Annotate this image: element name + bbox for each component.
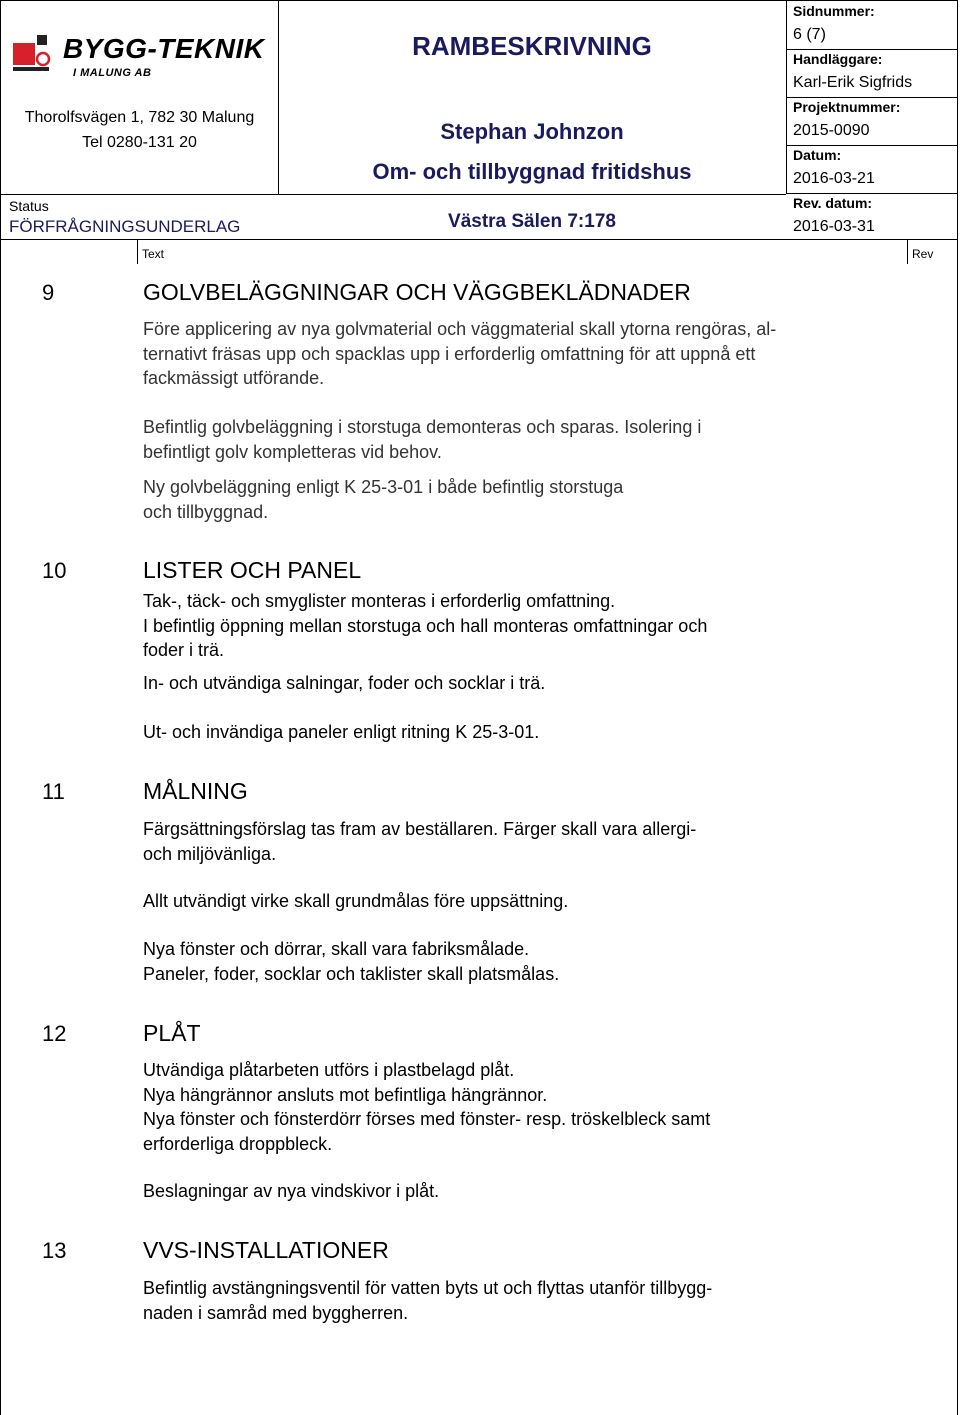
text-line: Paneler, foder, socklar och taklister skall platsmålas.	[143, 963, 560, 984]
paragraph	[143, 1058, 823, 1156]
text-line: naden i samråd med byggherren.	[143, 1302, 409, 1323]
meta-project-number	[786, 97, 958, 146]
text-line: ternativt fräsas upp och spacklas upp i erforderlig omfattning för att uppnå ett	[143, 343, 756, 364]
text-line: och miljövänliga.	[143, 843, 277, 864]
text-line: befintligt golv kompletteras vid behov.	[143, 441, 442, 462]
section-number: 9	[42, 280, 55, 305]
text-line: Tak-, täck- och smyglister monteras i erforderlig omfattning.	[143, 591, 616, 611]
meta-handler	[786, 49, 958, 98]
meta-value: 2016-03-31	[793, 218, 875, 235]
text-line: Nya fönster och fönsterdörr förses med fönster- resp. tröskelbleck samt	[143, 1109, 711, 1129]
text-line: och tillbyggnad.	[143, 501, 269, 522]
section-title: PLÅT	[143, 1020, 201, 1046]
text-line: Ny golvbeläggning enligt K 25-3-01 i både befintlig storstuga	[143, 477, 624, 497]
text-line: Nya fönster och dörrar, skall vara fabriksmålade.	[143, 939, 530, 959]
company-phone: Tel 0280-131 20	[82, 134, 197, 151]
section-title: MÅLNING	[143, 778, 248, 804]
meta-rev-date	[786, 193, 958, 239]
page-frame-left	[0, 240, 1, 1415]
status-row	[1, 194, 786, 241]
meta-value: 2015-0090	[793, 122, 870, 139]
section-number: 12	[42, 1021, 67, 1046]
text-line: Nya hängrännor ansluts mot befintliga hängrännor.	[143, 1084, 548, 1105]
paragraph	[143, 671, 823, 696]
client-name: Stephan Johnzon	[440, 119, 624, 144]
section-number: 13	[42, 1238, 67, 1263]
text-line: Utvändiga plåtarbeten utförs i plastbelagd plåt.	[143, 1060, 515, 1080]
company-address: Thorolfsvägen 1, 782 30 Malung	[24, 109, 255, 126]
logo-mark-icon	[11, 31, 59, 79]
paragraph	[143, 415, 823, 464]
page-frame-right	[957, 240, 958, 1415]
company-logo	[11, 31, 271, 83]
column-rev-label: Rev	[907, 240, 933, 264]
text-line: Ut- och invändiga paneler enligt ritning K 25-3-01.	[143, 722, 540, 742]
paragraph	[143, 817, 823, 866]
company-block	[1, 1, 279, 194]
paragraph	[143, 589, 823, 663]
meta-label: Rev. datum:	[793, 195, 873, 211]
meta-label: Sidnummer:	[793, 3, 875, 19]
property-location: Västra Sälen 7:178	[448, 211, 616, 232]
title-block	[278, 1, 787, 194]
meta-label: Projektnummer:	[793, 99, 901, 115]
paragraph	[143, 1276, 823, 1325]
status-label: Status	[9, 198, 49, 214]
document-title: RAMBESKRIVNING	[412, 31, 652, 61]
text-line: Beslagningar av nya vindskivor i plåt.	[143, 1181, 440, 1201]
text-line: foder i trä.	[143, 640, 225, 660]
section-number: 10	[42, 558, 67, 583]
meta-page-number	[786, 1, 958, 50]
project-name: Om- och tillbyggnad fritidshus	[372, 159, 692, 184]
section-number: 11	[42, 779, 65, 804]
text-line: Färgsättningsförslag tas fram av beställaren. Färger skall vara allergi-	[143, 819, 697, 839]
company-sub: I MALUNG AB	[73, 67, 152, 79]
document-header	[0, 0, 958, 240]
section-title: VVS-INSTALLATIONER	[143, 1237, 389, 1263]
text-line: fackmässigt utförande.	[143, 368, 325, 388]
meta-label: Handläggare:	[793, 51, 883, 67]
paragraph	[143, 889, 823, 914]
section-title: GOLVBELÄGGNINGAR OCH VÄGGBEKLÄDNADER	[143, 279, 691, 305]
status-value: FÖRFRÅGNINGSUNDERLAG	[9, 217, 241, 236]
paragraph	[143, 720, 823, 745]
section-title: LISTER OCH PANEL	[143, 557, 362, 583]
text-line: Allt utvändigt virke skall grundmålas före uppsättning.	[143, 891, 569, 911]
text-line: Före applicering av nya golvmaterial och väggmaterial skall ytorna rengöras, al-	[143, 319, 777, 339]
meta-date	[786, 145, 958, 194]
company-name: BYGG-TEKNIK	[63, 33, 265, 64]
meta-value: 2016-03-21	[793, 170, 875, 187]
text-line: I befintlig öppning mellan storstuga och hall monteras omfattningar och	[143, 615, 708, 636]
text-line: erforderliga droppbleck.	[143, 1133, 333, 1154]
meta-value: Karl-Erik Sigfrids	[793, 74, 913, 91]
paragraph	[143, 937, 823, 986]
column-headers	[0, 240, 958, 264]
meta-label: Datum:	[793, 147, 842, 163]
meta-value: 6 (7)	[793, 26, 826, 43]
column-text-label: Text	[137, 240, 164, 264]
text-line: Befintlig avstängningsventil för vatten byts ut och flyttas utanför tillbygg-	[143, 1278, 713, 1298]
paragraph	[143, 317, 823, 391]
paragraph	[143, 475, 823, 524]
paragraph	[143, 1179, 823, 1204]
meta-block	[786, 1, 958, 240]
text-line: Befintlig golvbeläggning i storstuga demonteras och sparas. Isolering i	[143, 417, 702, 437]
text-line: In- och utvändiga salningar, foder och socklar i trä.	[143, 673, 546, 693]
